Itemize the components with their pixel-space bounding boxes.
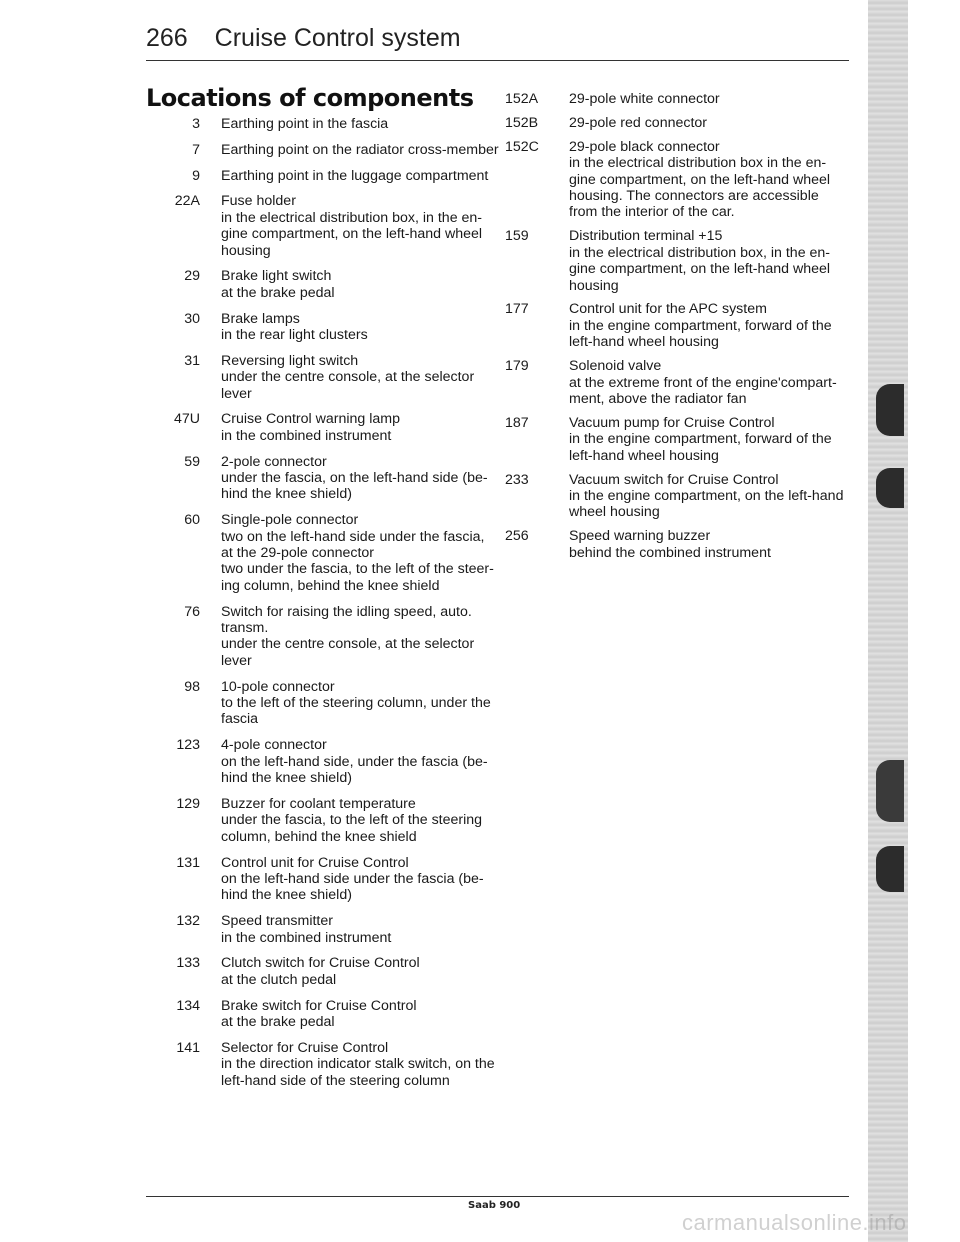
description-line: under the fascia, on the left-hand side (be- [221, 470, 488, 487]
description-line: left-hand wheel housing [569, 334, 719, 351]
component-description [221, 604, 496, 670]
description-line: gine compartment, on the left-hand wheel [569, 171, 831, 188]
description-line: Clutch switch for Cruise Control [221, 955, 420, 972]
component-entry [505, 139, 865, 221]
component-code: 98 [184, 678, 200, 695]
description-line: column, behind the knee shield [221, 828, 417, 845]
component-code: 187 [505, 414, 529, 431]
component-entry [505, 528, 865, 561]
description-line: Cruise Control warning lamp [221, 411, 400, 428]
component-description [221, 353, 496, 402]
component-description [569, 301, 857, 350]
component-code: 47U [173, 411, 200, 428]
component-entry [146, 116, 496, 132]
description-line: housing [221, 242, 271, 259]
component-code: 129 [176, 795, 200, 812]
component-code: 22A [174, 193, 200, 210]
component-description [221, 855, 496, 904]
description-line: Reversing light switch [221, 352, 359, 369]
description-line: in the engine compartment, forward of the [569, 317, 832, 334]
component-description [569, 115, 857, 131]
description-line: hind the knee shield) [221, 887, 352, 904]
description-line: Control unit for Cruise Control [221, 854, 409, 871]
footer-divider [146, 1196, 849, 1197]
component-list-right [505, 91, 865, 561]
component-description [221, 168, 496, 184]
component-code: 123 [176, 737, 200, 754]
component-description [569, 415, 857, 464]
component-code: 179 [505, 358, 529, 375]
description-line: behind the combined instrument [569, 544, 771, 561]
description-line: left-hand side of the steering column [221, 1072, 450, 1089]
component-description [221, 1040, 496, 1089]
description-line: in the rear light clusters [221, 327, 368, 344]
component-code: 76 [184, 603, 200, 620]
description-line: Earthing point on the radiator cross-member [221, 141, 499, 158]
component-entry [505, 415, 865, 464]
component-description [221, 913, 496, 946]
description-line: ing column, behind the knee shield [221, 577, 440, 594]
component-entry [146, 1040, 496, 1089]
description-line: gine compartment, on the left-hand wheel [569, 261, 831, 278]
description-line: on the left-hand side, under the fascia (be- [221, 753, 488, 770]
description-line: at the brake pedal [221, 1013, 335, 1030]
description-line: housing [569, 277, 619, 294]
component-entry [146, 353, 496, 402]
description-line: on the left-hand side under the fascia (be- [221, 870, 484, 887]
component-description [221, 454, 496, 503]
component-entry [505, 301, 865, 350]
component-code: 177 [505, 301, 529, 318]
component-description [569, 91, 857, 107]
description-line: at the 29-pole connector [221, 545, 375, 562]
description-line: ment, above the radiator fan [569, 391, 747, 407]
description-line: 29-pole white connector [569, 91, 720, 107]
component-description [569, 358, 857, 407]
description-line: Brake switch for Cruise Control [221, 997, 417, 1014]
component-code: 152C [505, 138, 539, 155]
description-line: at the clutch pedal [221, 971, 337, 988]
description-line: 29-pole black connector [569, 138, 720, 155]
component-entry [505, 91, 865, 107]
component-description [221, 311, 496, 344]
description-line: 29-pole red connector [569, 114, 708, 131]
component-entry [146, 955, 496, 988]
component-entry [146, 737, 496, 786]
component-description [221, 796, 496, 845]
component-entry [146, 268, 496, 301]
page-header [146, 24, 461, 53]
description-line: in the combined instrument [221, 427, 392, 444]
description-line: at the extreme front of the engine'compart- [569, 374, 837, 391]
description-line: in the electrical distribution box, in the en- [221, 209, 483, 226]
description-line: left-hand wheel housing [569, 447, 719, 464]
component-code: 141 [176, 1039, 200, 1056]
description-line: 10-pole connector [221, 678, 335, 695]
description-line: Buzzer for coolant temperature [221, 795, 416, 812]
component-code: 256 [505, 528, 529, 545]
component-entry [146, 512, 496, 594]
description-line: under the fascia, to the left of the steering [221, 812, 483, 829]
description-line: Brake light switch [221, 268, 332, 285]
component-description [569, 528, 857, 561]
page-title: Cruise Control system [214, 24, 461, 52]
section-tab [876, 468, 904, 508]
section-tab [876, 846, 904, 892]
component-code: 233 [505, 471, 529, 488]
description-line: in the electrical distribution box, in the en- [569, 244, 831, 261]
section-title: Locations of components [146, 84, 474, 112]
component-entry [505, 358, 865, 407]
description-line: transm. [221, 620, 269, 637]
description-line: to the left of the steering column, under the [221, 695, 491, 712]
component-description [569, 228, 857, 294]
description-line: hind the knee shield) [221, 770, 352, 787]
section-tab [876, 760, 904, 822]
component-code: 60 [184, 512, 200, 529]
description-line: in the engine compartment, forward of the [569, 431, 832, 448]
component-entry [146, 998, 496, 1031]
component-code: 30 [184, 310, 200, 327]
component-entry [505, 472, 865, 521]
description-line: Vacuum pump for Cruise Control [569, 414, 775, 431]
description-line: two under the fascia, to the left of the steer- [221, 561, 494, 578]
description-line: under the centre console, at the selector [221, 369, 475, 386]
component-description [221, 193, 496, 259]
component-entry [505, 228, 865, 294]
component-code: 152A [505, 91, 539, 107]
description-line: Switch for raising the idling speed, auto. [221, 603, 472, 620]
description-line: Earthing point in the fascia [221, 116, 389, 132]
component-code: 132 [176, 913, 200, 930]
description-line: in the combined instrument [221, 929, 392, 946]
component-entry [146, 168, 496, 184]
component-code: 7 [192, 141, 200, 158]
description-line: in the electrical distribution box in the en- [569, 155, 827, 172]
description-line: Control unit for the APC system [569, 301, 767, 318]
description-line: in the direction indicator stalk switch, on the [221, 1056, 495, 1073]
page-number: 266 [146, 24, 188, 52]
component-description [221, 955, 496, 988]
component-code: 29 [184, 268, 200, 285]
component-code: 31 [184, 352, 200, 369]
description-line: fascia [221, 711, 259, 728]
description-line: two on the left-hand side under the fascia, [221, 528, 485, 545]
footer-label: Saab 900 [468, 1200, 521, 1211]
component-entry [146, 604, 496, 670]
component-description [221, 998, 496, 1031]
component-entry [146, 411, 496, 444]
component-description [221, 268, 496, 301]
component-entry [146, 679, 496, 728]
description-line: Vacuum switch for Cruise Control [569, 471, 779, 488]
description-line: Distribution terminal +15 [569, 228, 723, 245]
description-line: Brake lamps [221, 310, 300, 327]
page-edge-strip [868, 0, 908, 1242]
watermark: carmanualsonline.info [682, 1210, 907, 1235]
description-line: 4-pole connector [221, 737, 327, 754]
component-description [221, 116, 496, 132]
component-description [221, 142, 499, 158]
component-entry [146, 855, 496, 904]
description-line: Speed transmitter [221, 913, 333, 930]
description-line: Single-pole connector [221, 512, 359, 529]
component-code: 152B [505, 114, 539, 131]
component-description [569, 472, 857, 521]
component-description [221, 679, 496, 728]
component-code: 9 [192, 167, 200, 184]
component-code: 134 [176, 997, 200, 1014]
component-code: 159 [505, 228, 529, 245]
component-description [569, 139, 857, 221]
component-description [221, 737, 496, 786]
component-description [221, 411, 496, 444]
description-line: Solenoid valve [569, 358, 662, 375]
component-entry [146, 913, 496, 946]
component-description [221, 512, 496, 594]
component-code: 59 [184, 453, 200, 470]
component-list-left [146, 116, 499, 1089]
description-line: Earthing point in the luggage compartment [221, 167, 489, 184]
section-tab [876, 384, 904, 436]
component-code: 133 [176, 955, 200, 972]
description-line: 2-pole connector [221, 453, 327, 470]
component-code: 3 [192, 116, 200, 132]
component-entry [146, 141, 499, 158]
description-line: lever [221, 652, 252, 669]
description-line: under the centre console, at the selector [221, 636, 475, 653]
description-line: gine compartment, on the left-hand wheel [221, 226, 483, 243]
header-divider [146, 60, 849, 61]
description-line: wheel housing [569, 504, 660, 521]
component-entry [146, 796, 496, 845]
component-code: 131 [176, 854, 200, 871]
component-entry [146, 311, 496, 344]
component-entry [505, 115, 865, 131]
description-line: Speed warning buzzer [569, 528, 711, 545]
component-entry [146, 454, 496, 503]
description-line: in the engine compartment, on the left-hand [569, 488, 844, 505]
description-line: at the brake pedal [221, 284, 335, 301]
component-entry [146, 193, 496, 259]
description-line: Fuse holder [221, 193, 296, 210]
description-line: Selector for Cruise Control [221, 1039, 389, 1056]
description-line: from the interior of the car. [569, 204, 735, 221]
description-line: hind the knee shield) [221, 486, 352, 503]
description-line: housing. The connectors are accessible [569, 188, 819, 205]
description-line: lever [221, 385, 252, 402]
